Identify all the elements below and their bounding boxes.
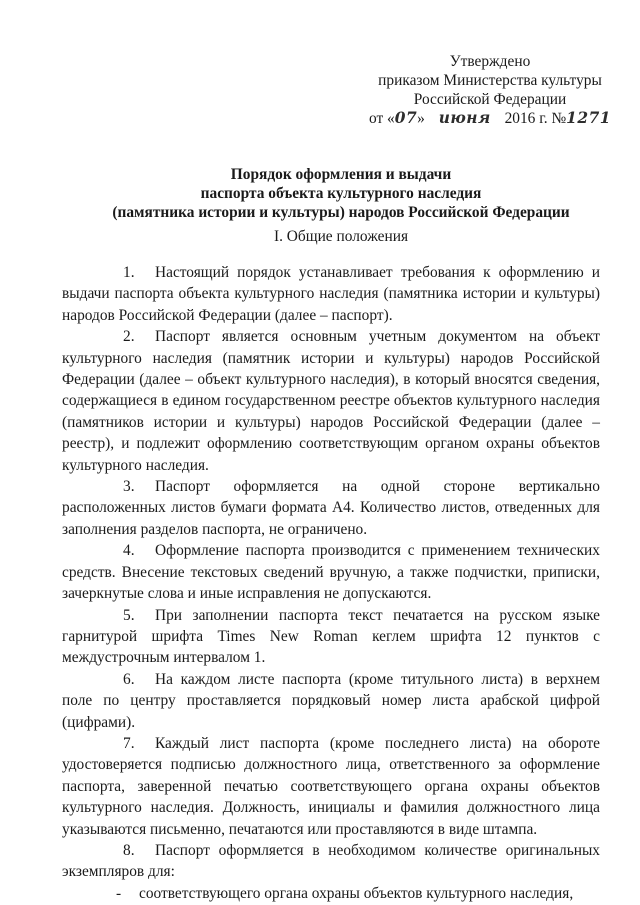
paragraph-text: Оформление паспорта производится с применением технических средств. Внесение текстовых сведений вручную, а также подчистки, приписки, зачеркнутые слова и иные исправления не допускаются. <box>62 542 600 603</box>
paragraph-number: 7. <box>123 734 135 752</box>
title-line-1: Порядок оформления и выдачи <box>230 166 452 183</box>
paragraph-text: Паспорт является основным учетным документом на объект культурного наследия (памятник истории и культуры) народов Российской Федерации (далее – объект культурного наследия), в который вносятся сведения, содержащиеся в едином государственном реестре объектов культурного наследия (памятников истории и культуры) народов Российской Федерации (далее – реестр), и подлежит оформлению соответствующим органом охраны объектов культурного наследия. <box>62 328 600 474</box>
section-heading: I. Общие положения <box>273 228 409 245</box>
list-item-text: соответствующего органа охраны объектов культурного наследия, <box>139 884 574 902</box>
paragraph-text: На каждом листе паспорта (кроме титульного листа) в верхнем поле по центру проставляется порядковый номер листа арабской цифрой (цифрами). <box>62 670 600 731</box>
paragraph <box>62 262 600 326</box>
list-item <box>62 883 600 904</box>
approval-ministry: приказом Министерства культуры <box>378 72 602 89</box>
paragraph <box>62 669 600 733</box>
paragraph <box>62 840 600 883</box>
paragraph-text: Паспорт оформляется в необходимом количестве оригинальных экземпляров для: <box>62 841 600 881</box>
paragraph-number: 5. <box>123 606 135 624</box>
date-mid: » <box>417 110 425 127</box>
paragraph-text: Настоящий порядок устанавливает требования к оформлению и выдачи паспорта объекта культурного наследия (памятника истории и культуры) народов Российской Федерации (далее – паспорт). <box>62 264 600 324</box>
document-body <box>62 262 600 904</box>
paragraph-number: 6. <box>123 670 135 688</box>
paragraph <box>62 540 600 604</box>
paragraph-number: 4. <box>123 542 135 560</box>
date-year: 2016 г. № <box>500 110 567 127</box>
title-line-3: (памятника истории и культуры) народов Российской Федерации <box>112 204 570 221</box>
handwritten-month: июня <box>438 109 491 127</box>
paragraph-number: 8. <box>123 841 135 859</box>
approval-block <box>360 52 620 128</box>
title-line-2: паспорта объекта культурного наследия <box>200 185 482 202</box>
approval-label: Утверждено <box>449 53 531 70</box>
paragraph-text: Паспорт оформляется на одной стороне вертикально расположенных листов бумаги формата А4. Количество листов, отведенных для заполнения разделов паспорта, не ограничено. <box>62 478 600 538</box>
paragraph-number: 3. <box>123 478 135 496</box>
paragraph <box>62 326 600 476</box>
paragraph <box>62 605 600 669</box>
paragraph-text: При заполнении паспорта текст печатается на русском языке гарнитурой шрифта Times New Roman кеглем шрифта 12 пунктов с междустрочным интервалом 1. <box>62 606 600 667</box>
paragraph <box>62 476 600 540</box>
approval-country: Российской Федерации <box>413 91 567 108</box>
document-title <box>60 165 622 222</box>
paragraph-text: Каждый лист паспорта (кроме последнего листа) на обороте удостоверяется подписью должностного лица, ответственного за оформление паспорта, заверенной печатью соответствующего органа охраны объектов культурного наследия. Должность, инициалы и фамилия должностного лица указываются письменно, печатаются или проставляются в виде штампа. <box>62 734 600 838</box>
approval-date-line <box>360 109 620 128</box>
paragraph-number: 2. <box>123 328 135 346</box>
paragraph-number: 1. <box>123 264 135 281</box>
list-dash: - <box>116 884 122 902</box>
date-prefix: от « <box>368 110 395 127</box>
paragraph <box>62 733 600 840</box>
handwritten-day: 07 <box>394 109 418 127</box>
handwritten-order-number: 1271 <box>566 109 612 127</box>
